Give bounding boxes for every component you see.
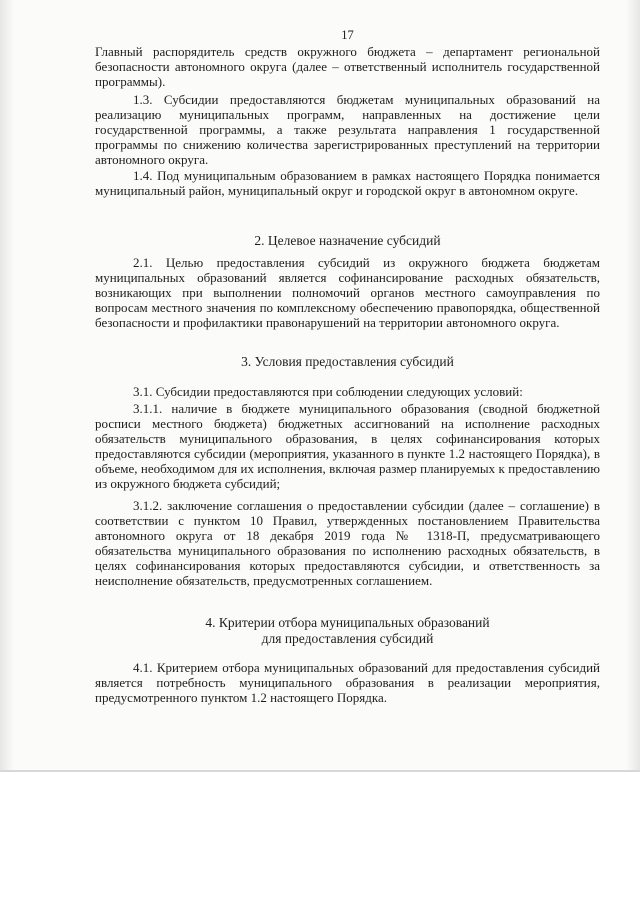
paragraph-1-4: 1.4. Под муниципальным образованием в рамках настоящего Порядка понимается муниципальный район, муниципальный округ и городской округ в автономном округе. <box>95 168 600 198</box>
paragraph-2-1: 2.1. Целью предоставления субсидий из окружного бюджета бюджетам муниципальных образований является софинансирование расходных обязательств, возникающих при выполнении полномочий органов местного самоуправления по вопросам местного значения по комплексному обеспечению правопорядка, общественной безопасности и профилактики правонарушений на территории автономного округа. <box>95 255 600 330</box>
page-right-shadow <box>626 0 640 770</box>
page-number: 17 <box>341 28 354 42</box>
blank-margin <box>0 772 640 905</box>
paragraph-3-1-2: 3.1.2. заключение соглашения о предоставлении субсидии (далее – соглашение) в соответствии с пунктом 10 Правил, утвержденных постановлением Правительства автономного округа от 18 декабря 2019 года № 1318-П, предусматривающего обязательства муниципального образования по исполнению расходных обязательств, в целях софинансирования которых предоставляются субсидии, и ответственность за неисполнение обязательств, предусмотренных соглашением. <box>95 498 600 588</box>
paragraph-intro: Главный распорядитель средств окружного бюджета – департамент региональной безопасности автономного округа (далее – ответственный исполнитель государственной программы). <box>95 44 600 89</box>
section-heading-4-line-1: 4. Критерии отбора муниципальных образований <box>205 615 490 630</box>
paragraph-3-1-1: 3.1.1. наличие в бюджете муниципального образования (сводной бюджетной росписи местного бюджета) бюджетных ассигнований на исполнение расходных обязательств муниципального образования, в целях софинансирования которых предоставляются субсидии (мероприятия, указанного в пункте 1.2 настоящего Порядка), в объеме, необходимом для их исполнения, включая размер планируемых к предоставлению из окружного бюджета субсидий; <box>95 401 600 491</box>
section-heading-3: 3. Условия предоставления субсидий <box>241 354 454 369</box>
section-heading-4-line-2: для предоставления субсидий <box>261 631 434 646</box>
paragraph-1-3: 1.3. Субсидии предоставляются бюджетам муниципальных образований на реализацию муниципальных программ, направленных на достижение цели государственной программы, а также результата направления 1 государственной программы по снижению количества зарегистрированных преступлений на территории автономного округа. <box>95 92 600 167</box>
page-left-shadow <box>0 0 14 770</box>
paragraph-4-1: 4.1. Критерием отбора муниципальных образований для предоставления субсидий является потребность муниципального образования в реализации мероприятия, предусмотренного пунктом 1.2 настоящего Порядка. <box>95 660 600 705</box>
paragraph-3-1: 3.1. Субсидии предоставляются при соблюдении следующих условий: <box>133 384 523 399</box>
section-heading-2: 2. Целевое назначение субсидий <box>254 233 441 248</box>
